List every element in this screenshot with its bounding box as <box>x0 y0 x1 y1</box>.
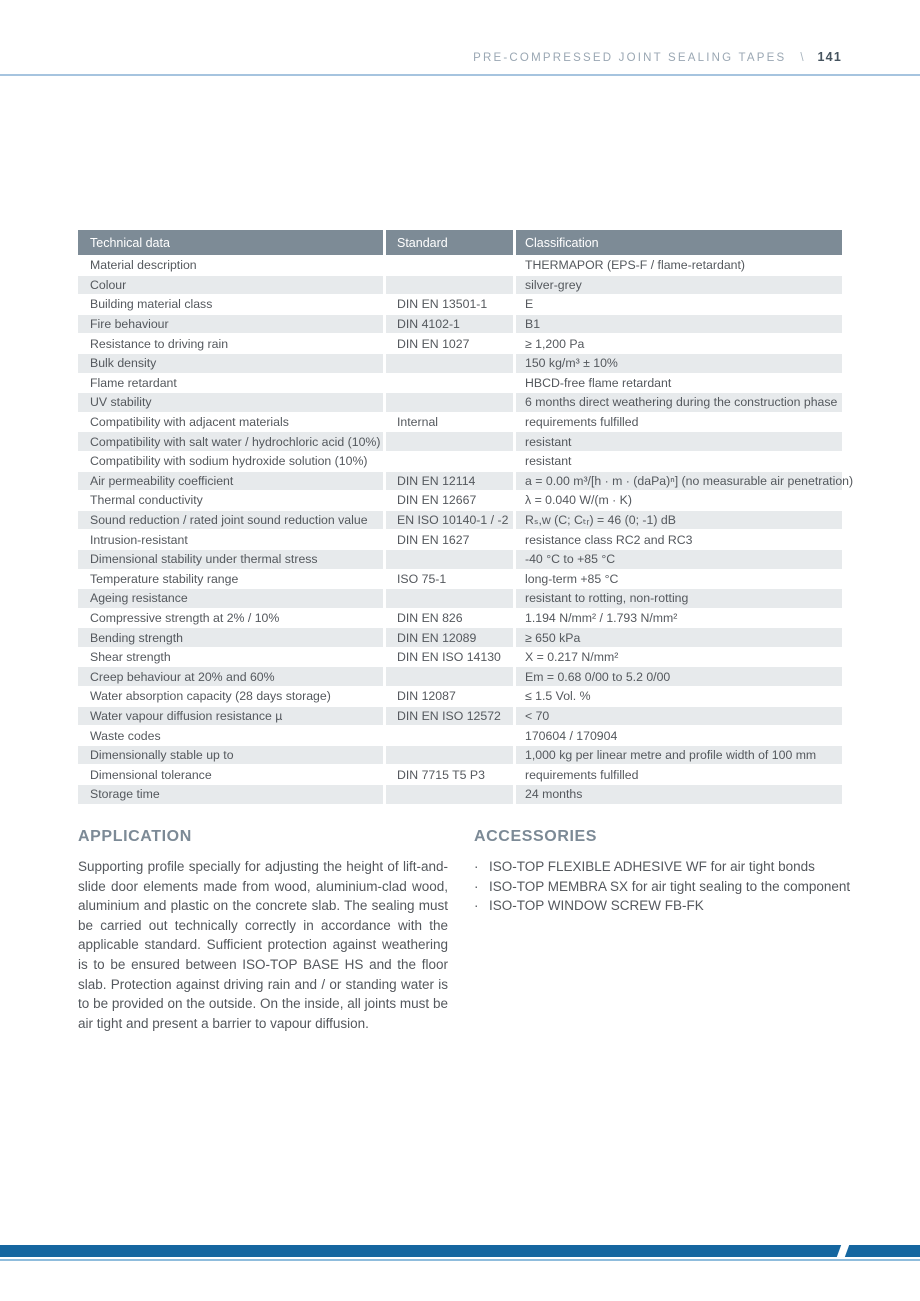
table-row <box>78 295 842 315</box>
cell-classification: requirements fulfilled <box>513 413 842 432</box>
cell-classification: HBCD-free flame retardant <box>513 374 842 393</box>
cell-classification: resistant <box>513 432 842 451</box>
cell-standard: DIN EN 826 <box>383 609 513 628</box>
cell-technical-data: Flame retardant <box>90 375 177 390</box>
footer-bar <box>0 1245 920 1257</box>
table-row <box>78 746 842 766</box>
table-row <box>78 452 842 472</box>
header-divider-rule <box>0 74 920 76</box>
cell-classification: THERMAPOR (EPS-F / flame-retardant) <box>513 256 842 275</box>
bullet-icon: · <box>474 878 479 894</box>
cell-standard: DIN 7715 T5 P3 <box>383 765 513 784</box>
cell-standard <box>383 746 513 765</box>
cell-classification: E <box>513 295 842 314</box>
accessory-item <box>474 857 864 877</box>
table-row <box>78 432 842 452</box>
column-header-technical-data: Technical data <box>90 235 170 250</box>
cell-classification: 6 months direct weathering during the construction phase <box>513 393 842 412</box>
table-row <box>78 648 842 668</box>
cell-technical-data: Dimensional stability under thermal stress <box>90 552 318 567</box>
cell-technical-data: Dimensionally stable up to <box>90 748 234 763</box>
cell-technical-data: UV stability <box>90 395 152 410</box>
application-body-text: Supporting profile specially for adjusting the height of lift-and-slide door elements made from wood, aluminium-clad wood, aluminium and plastic on the concrete slab. The sealing must be carried out technically correctly in accordance with the applicable standard. Sufficient protection against weathering is to be ensured between ISO-TOP BASE HS and the floor slab. Protection against driving rain and / or standing water is to be provided on the outside. On the inside, all joints must be air tight and present a barrier to vapour diffusion. <box>78 859 448 1031</box>
cell-technical-data: Water vapour diffusion resistance µ <box>90 708 283 723</box>
accessory-item-label: ISO-TOP WINDOW SCREW FB-FK <box>489 898 704 914</box>
cell-technical-data: Temperature stability range <box>90 571 239 586</box>
cell-classification: X = 0.217 N/mm² <box>513 648 842 667</box>
cell-technical-data: Ageing resistance <box>90 591 188 606</box>
application-heading: APPLICATION <box>78 828 192 845</box>
cell-standard: DIN EN ISO 12572 <box>383 707 513 726</box>
cell-technical-data: Creep behaviour at 20% and 60% <box>90 669 275 684</box>
cell-standard: DIN EN 1627 <box>383 530 513 549</box>
table-row <box>78 374 842 394</box>
table-row <box>78 276 842 296</box>
cell-standard: ISO 75-1 <box>383 570 513 589</box>
cell-standard: DIN 4102-1 <box>383 315 513 334</box>
header-title: PRE-COMPRESSED JOINT SEALING TAPES <box>473 52 787 64</box>
cell-technical-data: Air permeability coefficient <box>90 473 234 488</box>
table-row <box>78 687 842 707</box>
table-header-row <box>78 230 842 256</box>
bullet-icon: · <box>474 898 479 914</box>
accessories-heading: ACCESSORIES <box>474 828 598 845</box>
cell-standard <box>383 726 513 745</box>
cell-classification: resistance class RC2 and RC3 <box>513 530 842 549</box>
table-row <box>78 334 842 354</box>
cell-technical-data: Bending strength <box>90 630 183 645</box>
cell-classification: 170604 / 170904 <box>513 726 842 745</box>
table-row <box>78 354 842 374</box>
cell-classification: 1.194 N/mm² / 1.793 N/mm² <box>513 609 842 628</box>
cell-technical-data: Material description <box>90 258 197 273</box>
table-row <box>78 315 842 335</box>
cell-standard: DIN EN 12667 <box>383 491 513 510</box>
cell-classification: 150 kg/m³ ± 10% <box>513 354 842 373</box>
cell-technical-data: Compressive strength at 2% / 10% <box>90 610 280 625</box>
cell-technical-data: Thermal conductivity <box>90 493 203 508</box>
cell-technical-data: Storage time <box>90 787 160 802</box>
accessories-list <box>474 857 864 916</box>
cell-technical-data: Sound reduction / rated joint sound reduction value <box>90 513 368 528</box>
header-separator: \ <box>800 52 804 64</box>
cell-standard <box>383 550 513 569</box>
cell-technical-data: Bulk density <box>90 356 157 371</box>
table-row <box>78 707 842 727</box>
cell-technical-data: Compatibility with salt water / hydrochloric acid (10%) <box>90 434 381 449</box>
technical-data-table <box>78 230 854 805</box>
cell-technical-data: Dimensional tolerance <box>90 767 212 782</box>
table-row <box>78 472 854 492</box>
cell-standard <box>383 256 513 275</box>
cell-classification: resistant to rotting, non-rotting <box>513 589 842 608</box>
cell-standard <box>383 393 513 412</box>
bullet-icon: · <box>474 859 479 874</box>
cell-classification: ≤ 1.5 Vol. % <box>513 687 842 706</box>
cell-standard: DIN 12087 <box>383 687 513 706</box>
table-row <box>78 550 842 570</box>
cell-standard: DIN EN 13501-1 <box>383 295 513 314</box>
accessory-item <box>474 877 864 897</box>
table-row <box>78 628 842 648</box>
cell-standard: DIN EN ISO 14130 <box>383 648 513 667</box>
table-row <box>78 765 842 785</box>
cell-technical-data: Compatibility with adjacent materials <box>90 415 289 430</box>
cell-technical-data: Intrusion-resistant <box>90 532 188 547</box>
cell-standard <box>383 589 513 608</box>
cell-technical-data: Shear strength <box>90 650 171 665</box>
table-row <box>78 785 842 805</box>
accessory-item-label: ISO-TOP FLEXIBLE ADHESIVE WF for air tight bonds <box>489 859 815 874</box>
cell-classification: silver-grey <box>513 276 842 295</box>
cell-classification: ≥ 650 kPa <box>513 628 842 647</box>
table-row <box>78 726 842 746</box>
page-header <box>473 50 842 64</box>
cell-technical-data: Colour <box>90 277 127 292</box>
cell-standard <box>383 667 513 686</box>
column-header-standard: Standard <box>383 230 513 255</box>
table-row <box>78 256 842 276</box>
cell-standard <box>383 276 513 295</box>
cell-classification: B1 <box>513 315 842 334</box>
cell-standard <box>383 374 513 393</box>
cell-standard: EN ISO 10140-1 / -2 <box>383 511 513 530</box>
cell-technical-data: Compatibility with sodium hydroxide solution (10%) <box>90 454 368 469</box>
footer-bar-underline <box>0 1259 920 1261</box>
cell-standard: DIN EN 12089 <box>383 628 513 647</box>
cell-classification: requirements fulfilled <box>513 765 842 784</box>
table-row <box>78 570 842 590</box>
table-row <box>78 511 842 531</box>
cell-classification: Em = 0.68 0/00 to 5.2 0/00 <box>513 667 842 686</box>
accessories-section <box>474 828 864 916</box>
cell-standard: Internal <box>383 413 513 432</box>
cell-classification: 1,000 kg per linear metre and profile width of 100 mm <box>513 746 842 765</box>
cell-classification: -40 °C to +85 °C <box>513 550 842 569</box>
table-row <box>78 530 842 550</box>
cell-classification: ≥ 1,200 Pa <box>513 334 842 353</box>
cell-classification: < 70 <box>513 707 842 726</box>
table-row <box>78 609 842 629</box>
cell-technical-data: Building material class <box>90 297 213 312</box>
application-section <box>78 828 448 1033</box>
table-row <box>78 413 842 433</box>
cell-standard <box>383 452 513 471</box>
cell-classification: Rₛ,w (C; Cₜᵣ) = 46 (0; -1) dB <box>513 511 842 530</box>
cell-classification: long-term +85 °C <box>513 570 842 589</box>
cell-classification: resistant <box>513 452 842 471</box>
cell-standard <box>383 354 513 373</box>
accessory-item-label: ISO-TOP MEMBRA SX for air tight sealing to the component <box>489 878 851 894</box>
table-row <box>78 667 842 687</box>
cell-standard: DIN EN 1027 <box>383 334 513 353</box>
table-row <box>78 491 842 511</box>
cell-technical-data: Resistance to driving rain <box>90 336 229 351</box>
accessory-item <box>474 896 864 916</box>
cell-technical-data: Waste codes <box>90 728 161 743</box>
column-header-classification: Classification <box>513 230 842 255</box>
cell-technical-data: Fire behaviour <box>90 317 169 332</box>
cell-classification: a = 0.00 m³/[h · m · (daPa)ⁿ] (no measurable air penetration) <box>513 472 842 491</box>
table-body <box>78 256 854 805</box>
page-number: 141 <box>817 50 842 64</box>
cell-classification: λ = 0.040 W/(m · K) <box>513 491 842 510</box>
cell-standard: DIN EN 12114 <box>383 472 513 491</box>
cell-standard <box>383 785 513 804</box>
cell-classification: 24 months <box>513 785 842 804</box>
cell-technical-data: Water absorption capacity (28 days storage) <box>90 689 331 704</box>
table-row <box>78 589 842 609</box>
cell-standard <box>383 432 513 451</box>
table-row <box>78 393 842 413</box>
